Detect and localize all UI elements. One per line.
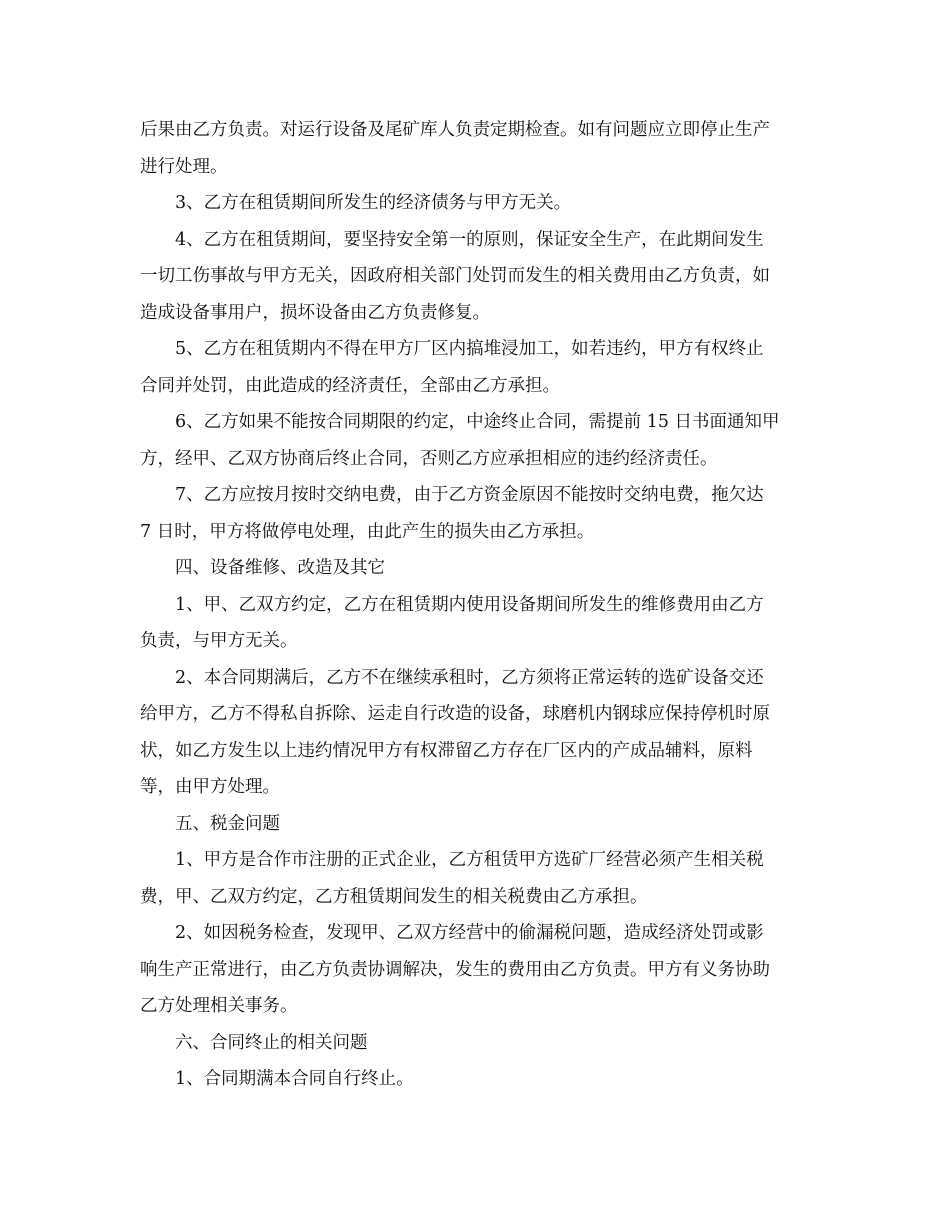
clause-6-1: 1、合同期满本合同自行终止。 — [175, 1069, 414, 1089]
clause-4-1: 1、甲、乙双方约定，乙方在租赁期内使用设备期间所发生的维修费用由乙方 — [175, 594, 764, 615]
clause-7: 7、乙方应按月按时交纳电费，由于乙方资金原因不能按时交纳电费，拖欠达 — [175, 485, 764, 505]
text-line: 费，甲、乙双方约定，乙方租赁期间发生的相关税费由乙方承担。 — [140, 886, 648, 907]
text-line: 造成设备事用户，损坏设备由乙方负责修复。 — [140, 302, 490, 323]
text-line: 乙方处理相关事务。 — [140, 996, 298, 1016]
clause-5-1: 1、甲方是合作市注册的正式企业，乙方租赁甲方选矿厂经营必须产生相关税 — [175, 850, 764, 870]
clause-3: 3、乙方在租赁期间所发生的经济债务与甲方无关。 — [175, 193, 572, 213]
text-line: 合同并处罚，由此造成的经济责任，全部由乙方承担。 — [140, 375, 560, 396]
text-line: 状，如乙方发生以上违约情况甲方有权滞留乙方存在厂区内的产成品辅料，原料 — [140, 740, 753, 761]
text-line: 方，经甲、乙双方协商后终止合同，否则乙方应承担相应的违约经济责任。 — [140, 448, 718, 469]
text-line: 后果由乙方负责。对运行设备及尾矿库人负责定期检查。如有问题应立即停止生产 — [140, 120, 770, 140]
text-line: 给甲方，乙方不得私自拆除、运走自行改造的设备，球磨机内钢球应保持停机时原 — [140, 704, 770, 724]
text-line: 7 日时，甲方将做停电处理，由此产生的损失由乙方承担。 — [140, 521, 595, 542]
clause-6: 6、乙方如果不能按合同期限的约定，中途终止合同，需提前 15 日书面通知甲 — [175, 412, 780, 432]
text-line: 一切工伤事故与甲方无关，因政府相关部门处罚而发生的相关费用由乙方负责，如 — [140, 266, 770, 286]
text-line: 响生产正常进行，由乙方负责协调解决，发生的费用由乙方负责。甲方有义务协助 — [140, 959, 770, 980]
section-heading-4: 四、设备维修、改造及其它 — [175, 558, 385, 578]
text-line: 进行处理。 — [140, 156, 228, 177]
section-heading-6: 六、合同终止的相关问题 — [175, 1032, 368, 1053]
clause-4-2: 2、本合同期满后，乙方不在继续承租时，乙方须将正常运转的选矿设备交还 — [175, 667, 764, 688]
document-body — [140, 112, 812, 1098]
clause-5-2: 2、如因税务检查，发现甲、乙双方经营中的偷漏税问题，造成经济处罚或影 — [175, 923, 764, 943]
section-heading-5: 五、税金问题 — [175, 813, 280, 834]
clause-5: 5、乙方在租赁期内不得在甲方厂区内搞堆浸加工，如若违约，甲方有权终止 — [175, 339, 764, 359]
text-line: 负责，与甲方无关。 — [140, 631, 298, 651]
clause-4: 4、乙方在租赁期间，要坚持安全第一的原则，保证安全生产，在此期间发生 — [175, 229, 764, 250]
text-line: 等，由甲方处理。 — [140, 777, 280, 797]
